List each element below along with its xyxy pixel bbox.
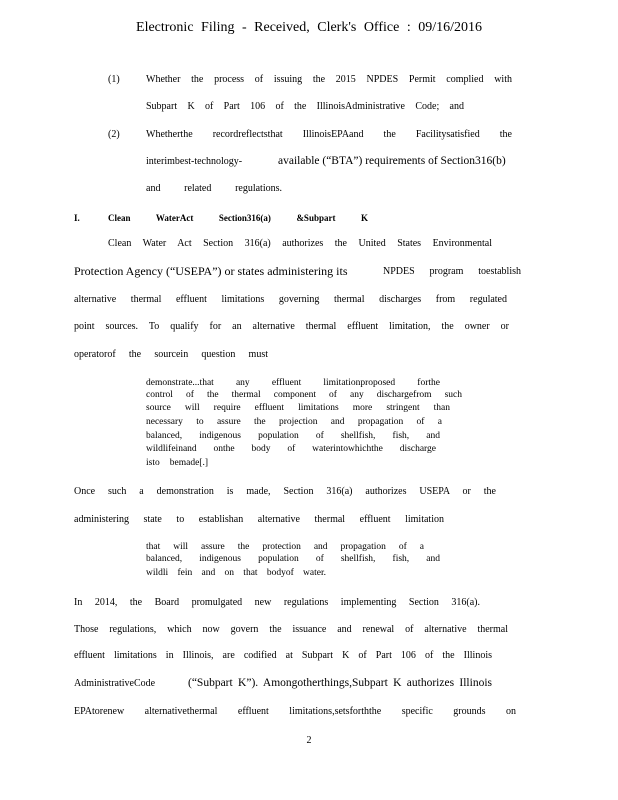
issue-number-1: (1) xyxy=(108,74,120,85)
quote-1-line: balanced, indigenous population of shellfish, fish, and xyxy=(146,431,440,441)
quote-1-line: control of the thermal component of any dischargefrom such xyxy=(146,390,462,400)
section-number: I. xyxy=(74,213,80,223)
para-2-line-2: administering state to establishan alternative thermal effluent limitation xyxy=(74,514,444,525)
issue-2-line-2a: interimbest-technology- xyxy=(146,156,243,167)
filing-stamp-header: Electronic Filing - Received, Clerk's Office : 09/16/2016 xyxy=(136,20,482,35)
para-3-line-5: EPAtorenew alternativethermal effluent limitations,setsforththe specific grounds on xyxy=(74,706,516,717)
quote-1-line: necessary to assure the projection and propagation of a xyxy=(146,417,442,427)
para-1-line-4: point sources. To qualify for an alternative thermal effluent limitation, the owner or xyxy=(74,321,509,332)
issue-2-line-1: Whetherthe recordreflectsthat IllinoisEPAand the Facilitysatisfied the xyxy=(146,129,512,140)
para-1-line-2a: Protection Agency (“USEPA”) or states administering its xyxy=(74,264,348,278)
para-3-line-4b: (“Subpart K”). Amongotherthings,Subpart K authorizes Illinois xyxy=(188,677,492,689)
issue-number-2: (2) xyxy=(108,129,120,140)
para-3-line-3: effluent limitations in Illinois, are codified at Subpart K of Part 106 of the Illinois xyxy=(74,650,492,661)
quote-1-line: source will require effluent limitations more stringent than xyxy=(146,403,450,413)
para-1-line-1: Clean Water Act Section 316(a) authorizes the United States Environmental xyxy=(108,238,492,249)
para-1-line-3: alternative thermal effluent limitations governing thermal discharges from regulated xyxy=(74,294,507,305)
quote-1-line: isto bemade[.] xyxy=(146,458,208,468)
page-number: 2 xyxy=(306,735,312,746)
issue-1-line-2: Subpart K of Part 106 of the IllinoisAdministrative Code; and xyxy=(146,101,464,112)
issue-2-line-2b: available (“BTA”) requirements of Section316(b) xyxy=(278,155,506,167)
quote-2-line: wildli fein and on that bodyof water. xyxy=(146,568,326,578)
quote-1-line: demonstrate...that any effluent limitationproposed forthe xyxy=(146,378,440,388)
issue-2-line-3: and related regulations. xyxy=(146,183,282,194)
para-1-line-5: operatorof the sourcein question must xyxy=(74,349,268,360)
para-3-line-4a: AdministrativeCode xyxy=(74,678,156,689)
section-title: Clean WaterAct Section316(a) &Subpart K xyxy=(108,213,368,223)
para-3-line-1: In 2014, the Board promulgated new regulations implementing Section 316(a). xyxy=(74,597,480,608)
para-3-line-2: Those regulations, which now govern the issuance and renewal of alternative thermal xyxy=(74,624,508,635)
para-1-line-2b: NPDES program toestablish xyxy=(383,266,521,277)
quote-2-line: balanced, indigenous population of shellfish, fish, and xyxy=(146,554,440,564)
para-2-line-1: Once such a demonstration is made, Section 316(a) authorizes USEPA or the xyxy=(74,486,496,497)
issue-1-line-1: Whether the process of issuing the 2015 NPDES Permit complied with xyxy=(146,74,512,85)
quote-1-line: wildlifeinand onthe body of waterintowhichthe discharge xyxy=(146,444,436,454)
quote-2-line: that will assure the protection and propagation of a xyxy=(146,542,424,552)
